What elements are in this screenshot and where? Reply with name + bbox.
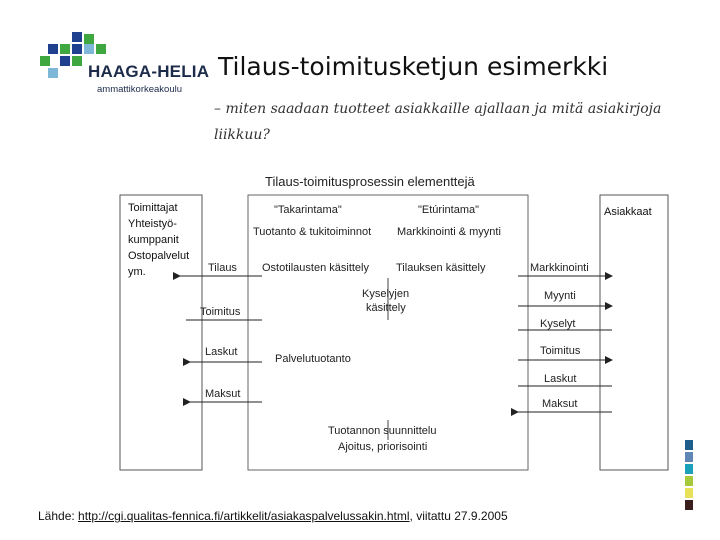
deco-block — [685, 452, 693, 462]
tuotanto-label-1: Tuotannon suunnittelu — [328, 425, 437, 437]
flow-label-toimitus-right: Toimitus — [540, 345, 581, 357]
ostotilaus-label: Ostotilausten käsittely — [262, 262, 369, 274]
slide-subtitle: – miten saadaan tuotteet asiakkaille ajallaan ja mitä asiakirjoja liikkuu? — [214, 101, 662, 143]
flow-label-myynti: Myynti — [544, 290, 576, 302]
suppliers-line: Yhteistyö- — [128, 218, 177, 230]
source-suffix: , viitattu 27.9.2005 — [409, 509, 508, 523]
flow-label-laskut-right: Laskut — [544, 373, 577, 385]
flow-label-maksut-right: Maksut — [542, 398, 578, 410]
suppliers-text — [128, 200, 189, 280]
suppliers-line: ym. — [128, 266, 146, 278]
flow-label-tilaus: Tilaus — [208, 262, 237, 274]
flow-label-laskut: Laskut — [205, 346, 238, 358]
tilaus-label: Tilauksen käsittely — [396, 262, 486, 274]
deco-block — [685, 500, 693, 510]
flow-label-maksut: Maksut — [205, 388, 241, 400]
deco-block — [685, 476, 693, 486]
frontend-label: "Etúrintama" — [418, 204, 479, 216]
customers-text: Asiakkaat — [604, 206, 652, 218]
kysely-label-2: käsittely — [366, 302, 406, 314]
slide-title: Tilaus-toimitusketjun esimerkki — [218, 52, 609, 81]
palvelu-label: Palvelutuotanto — [275, 353, 351, 365]
tuotanto-label-2: Ajoitus, priorisointi — [338, 441, 428, 453]
backend-label: "Takarintama" — [274, 204, 342, 216]
flow-label-toimitus: Toimitus — [200, 306, 241, 318]
source-prefix: Lähde: — [38, 509, 79, 523]
source-link[interactable]: http://cgi.qualitas-fennica.fi/artikkelit/asiakaspalvelussakin.html — [78, 509, 410, 523]
deco-block — [685, 440, 693, 450]
flow-label-markkinointi: Markkinointi — [530, 262, 589, 274]
deco-block — [685, 464, 693, 474]
suppliers-line: Ostopalvelut — [128, 250, 190, 262]
suppliers-line: kumppanit — [128, 234, 179, 246]
flow-label-kyselyt: Kyselyt — [540, 318, 576, 330]
kysely-label-1: Kyselyjen — [362, 288, 410, 300]
suppliers-line: Toimittajat — [128, 202, 178, 214]
logo-name: HAAGA-HELIA — [88, 62, 210, 81]
customers-box — [600, 195, 668, 470]
deco-block — [685, 488, 693, 498]
source-line — [38, 509, 508, 523]
logo-subtitle: ammattikorkeakoulu — [97, 84, 183, 95]
diagram-title: Tilaus-toimitusprosessin elementtejä — [265, 174, 475, 189]
backend-sublabel: Tuotanto & tukitoiminnot — [253, 226, 372, 238]
frontend-sublabel: Markkinointi & myynti — [397, 226, 501, 238]
